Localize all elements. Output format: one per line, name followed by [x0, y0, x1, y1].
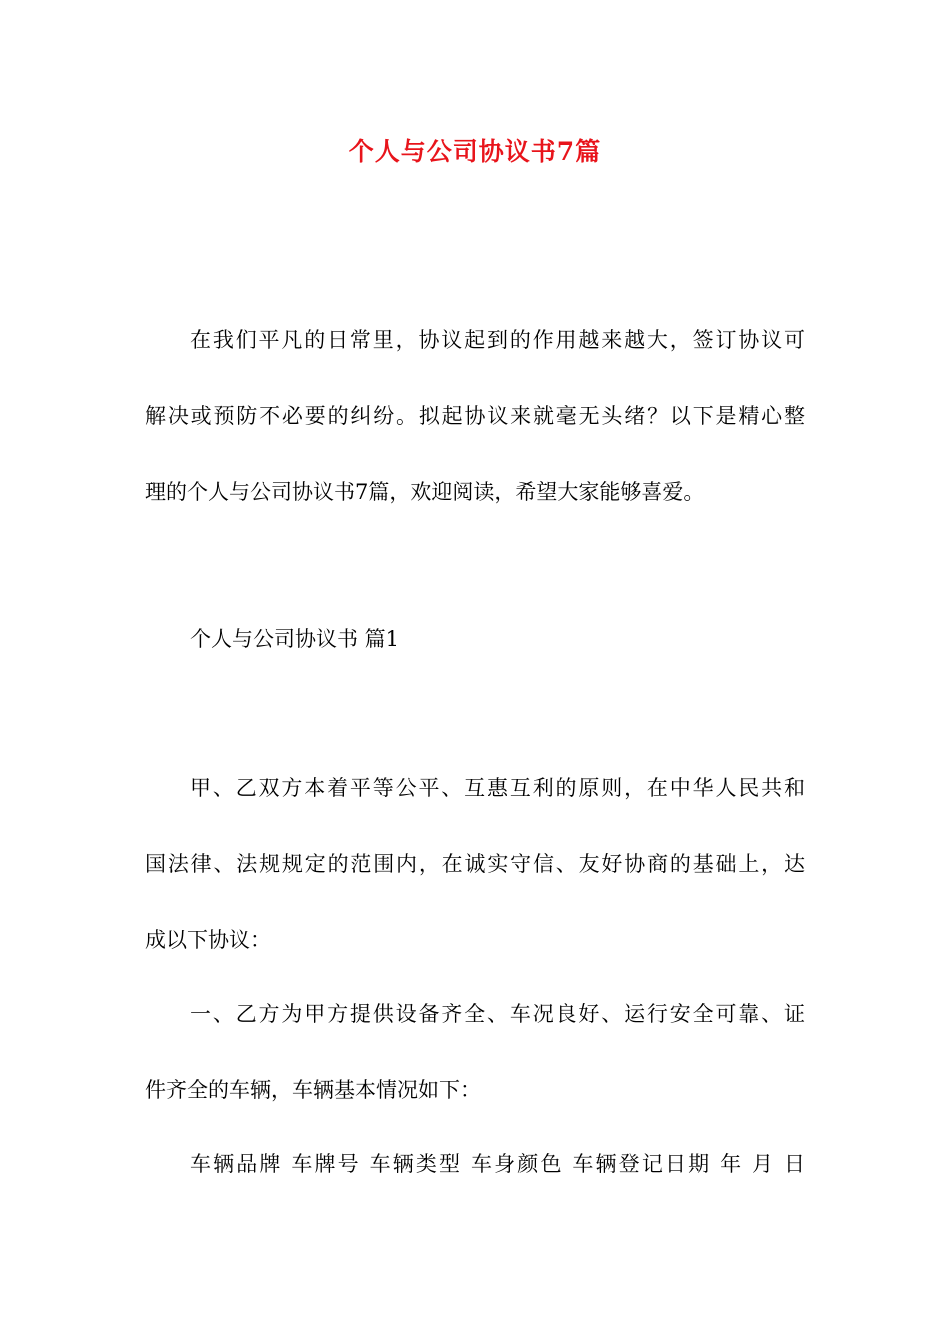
paragraph2-line-2: 件齐全的车辆，车辆基本情况如下：: [145, 1078, 481, 1102]
section-heading: 个人与公司协议书 篇1: [190, 627, 400, 651]
paragraph1-line-2: 国法律、法规规定的范围内，在诚实守信、友好协商的基础上，达: [145, 852, 805, 876]
intro-line-1: 在我们平凡的日常里，协议起到的作用越来越大，签订协议可: [190, 328, 805, 352]
vehicle-fields-line: 车辆品牌 车牌号 车辆类型 车身颜色 车辆登记日期 年 月 日: [190, 1152, 805, 1176]
paragraph1-line-3: 成以下协议：: [145, 928, 271, 952]
paragraph1-line-1: 甲、乙双方本着平等公平、互惠互利的原则，在中华人民共和: [190, 776, 805, 800]
paragraph2-line-1: 一、乙方为甲方提供设备齐全、车况良好、运行安全可靠、证: [190, 1002, 805, 1026]
intro-line-2: 解决或预防不必要的纠纷。拟起协议来就毫无头绪？以下是精心整: [145, 404, 805, 428]
intro-line-3: 理的个人与公司协议书7篇，欢迎阅读，希望大家能够喜爱。: [145, 480, 705, 504]
document-title: 个人与公司协议书7篇: [348, 137, 602, 166]
